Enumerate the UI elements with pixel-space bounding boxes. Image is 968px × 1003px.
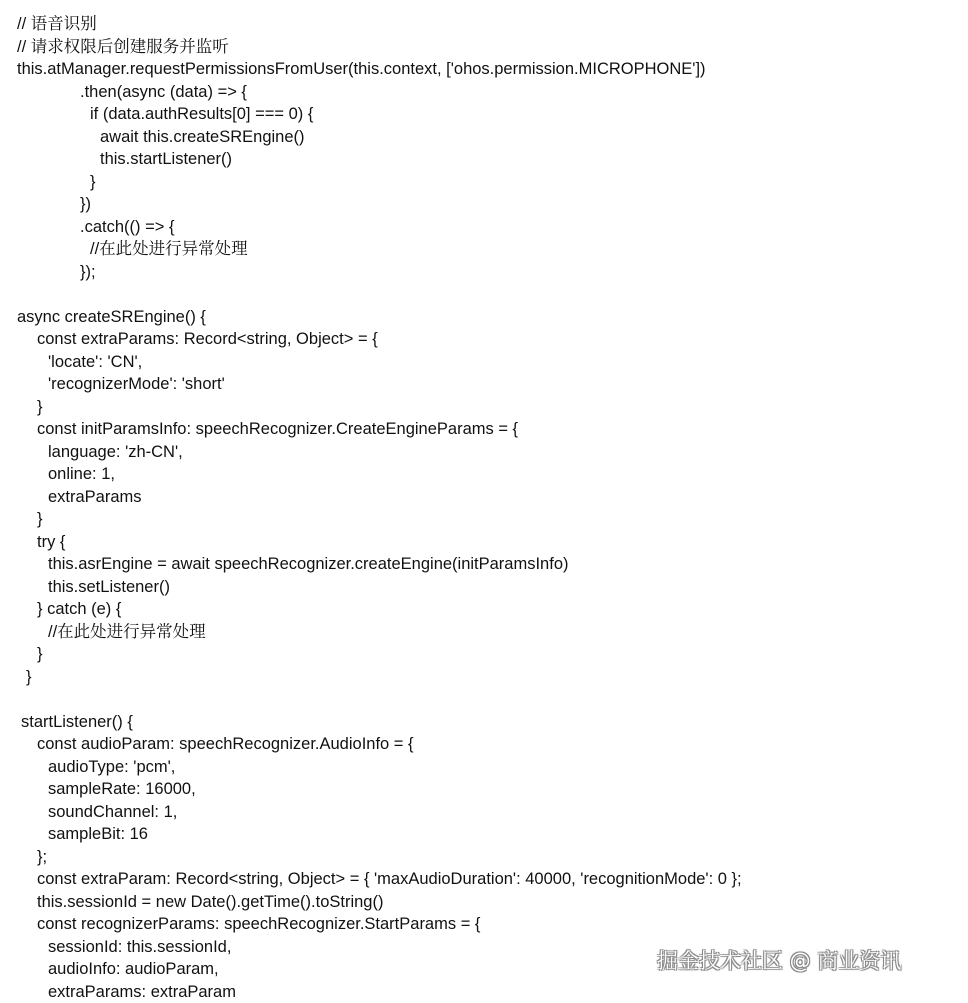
- code-line: if (data.authResults[0] === 0) {: [17, 103, 957, 126]
- code-listing: [17, 13, 957, 1003]
- code-line: 'recognizerMode': 'short': [17, 373, 957, 396]
- code-line: [17, 688, 957, 711]
- code-line: sampleBit: 16: [17, 823, 957, 846]
- code-line: });: [17, 261, 957, 284]
- code-line: const extraParam: Record<string, Object> = { 'maxAudioDuration': 40000, 'recognitionMode': 0 };: [17, 868, 957, 891]
- code-line: //在此处进行异常处理: [17, 621, 957, 644]
- code-line: const audioParam: speechRecognizer.AudioInfo = {: [17, 733, 957, 756]
- code-line: online: 1,: [17, 463, 957, 486]
- code-line: this.setListener(): [17, 576, 957, 599]
- code-line: await this.createSREngine(): [17, 126, 957, 149]
- code-line: this.startListener(): [17, 148, 957, 171]
- watermark: 掘金技术社区 @ 商业资讯: [657, 946, 901, 976]
- code-line: const initParamsInfo: speechRecognizer.CreateEngineParams = {: [17, 418, 957, 441]
- code-line: this.atManager.requestPermissionsFromUser(this.context, ['ohos.permission.MICROPHONE']): [17, 58, 957, 81]
- code-line: .catch(() => {: [17, 216, 957, 239]
- code-line: extraParams: extraParam: [17, 981, 957, 1003]
- code-line: // 语音识别: [17, 13, 957, 36]
- code-line: try {: [17, 531, 957, 554]
- code-line: this.sessionId = new Date().getTime().toString(): [17, 891, 957, 914]
- code-line: const recognizerParams: speechRecognizer.StartParams = {: [17, 913, 957, 936]
- code-line: audioInfo: audioParam,: [17, 958, 957, 981]
- code-line: };: [17, 846, 957, 869]
- code-line: startListener() {: [17, 711, 957, 734]
- code-line: [17, 283, 957, 306]
- code-line: //在此处进行异常处理: [17, 238, 957, 261]
- code-line: language: 'zh-CN',: [17, 441, 957, 464]
- code-line: soundChannel: 1,: [17, 801, 957, 824]
- code-line: }: [17, 396, 957, 419]
- code-line: }): [17, 193, 957, 216]
- code-line: 'locate': 'CN',: [17, 351, 957, 374]
- code-line: this.asrEngine = await speechRecognizer.createEngine(initParamsInfo): [17, 553, 957, 576]
- code-line: const extraParams: Record<string, Object> = {: [17, 328, 957, 351]
- code-line: sessionId: this.sessionId,: [17, 936, 957, 959]
- code-line: .then(async (data) => {: [17, 81, 957, 104]
- code-line: async createSREngine() {: [17, 306, 957, 329]
- code-line: } catch (e) {: [17, 598, 957, 621]
- code-line: }: [17, 508, 957, 531]
- code-line: audioType: 'pcm',: [17, 756, 957, 779]
- code-line: }: [17, 171, 957, 194]
- code-line: extraParams: [17, 486, 957, 509]
- code-line: // 请求权限后创建服务并监听: [17, 36, 957, 59]
- code-line: sampleRate: 16000,: [17, 778, 957, 801]
- code-line: }: [17, 666, 957, 689]
- code-line: }: [17, 643, 957, 666]
